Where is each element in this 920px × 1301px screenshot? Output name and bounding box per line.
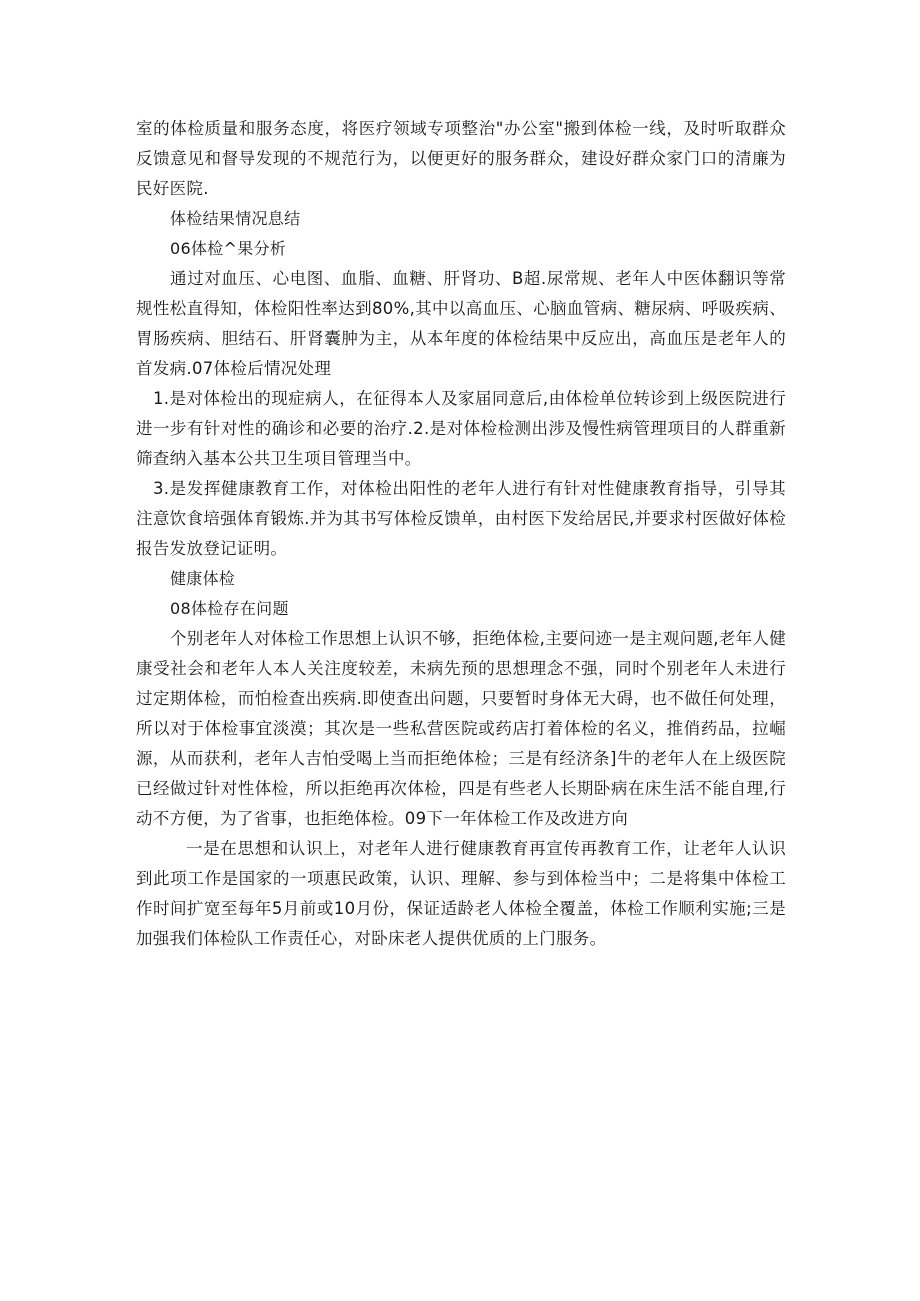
heading-results-summary: 体检结果情况息结	[170, 209, 301, 228]
paragraph-problems: 个别老年人对体检工作思想上认识不够，拒绝体检,主要问迹一是主观问题,老年人健康受社会和老年人本人关注度较差，未病先预的思想理念不强，同时个别老年人未进行过定期体检，而怕检查出疾病.即使查出问题，只要暂时身体无大碍，也不做任何处理，所以对于体检事宜淡漠；其次是一些私营医院或药店打着体检的名义，推俏药品，拉崛源，从而获利，老年人吉怕受喝上当而拒绝体检；三是有经济条]牛的老年人在上级医院已经做过针对性体检，所以拒绝再次体检，四是有些老人长期卧病在床生活不能自理,行动不方便，为了省事，也拒绝体检。09下一年体检工作及改进方向	[136, 629, 786, 828]
paragraph-improvements: 一是在思想和认识上，对老年人进行健康教育再宣传再教育工作，让老年人认识到此项工作是国家的一项惠民政策，认识、理解、参与到体检当中；二是将集中体检工作时间扩宽至每年5月前或10月份，保证适龄老人体检全覆盖，体检工作顺利实施;三是加强我们体检队工作责任心，对卧床老人提供优质的上门服务。	[136, 839, 786, 948]
document-body	[136, 114, 786, 954]
paragraph-service-quality: 室的体检质量和服务态度，将医疗领域专项整治"办公室"搬到体检一线，及时听取群众反馈意见和督导发现的不规范行为，以便更好的服务群众，建设好群众家门口的清廉为民好医院.	[136, 119, 786, 198]
heading-existing-problems: 08体检存在问题	[170, 599, 289, 618]
heading-health-checkup: 健康体检	[170, 569, 236, 588]
heading-results-analysis: 06体检^果分析	[170, 239, 287, 258]
paragraph-analysis: 通过对血压、心电图、血脂、血糖、肝肾功、B超.尿常规、老年人中医体翻识等常规性松直得知，体检阳性率达到80%,其中以高血压、心脑血管病、糖尿病、呼吸疾病、胃肠疾病、胆结石、肝肾囊肿为主，从本年度的体检结果中反应出，高血压是老年人的首发病.07体检后情况处理	[136, 269, 786, 378]
paragraph-followup-3: 3.是发挥健康教育工作，对体检出阳性的老年人进行有针对性健康教育指导，引导其注意饮食培强体育锻炼.并为其书写体检反馈单，由村医下发给居民,并要求村医做好体检报告发放登记证明。	[136, 479, 786, 558]
paragraph-followup-1-2: 1.是对体检出的现症病人，在征得本人及家届同意后,由体检单位转诊到上级医院进行进一步有针对性的确诊和必要的治疗.2.是对体检检测出涉及慢性病管理项目的人群重新筛查纳入基本公共卫生项目管理当中。	[136, 389, 786, 468]
